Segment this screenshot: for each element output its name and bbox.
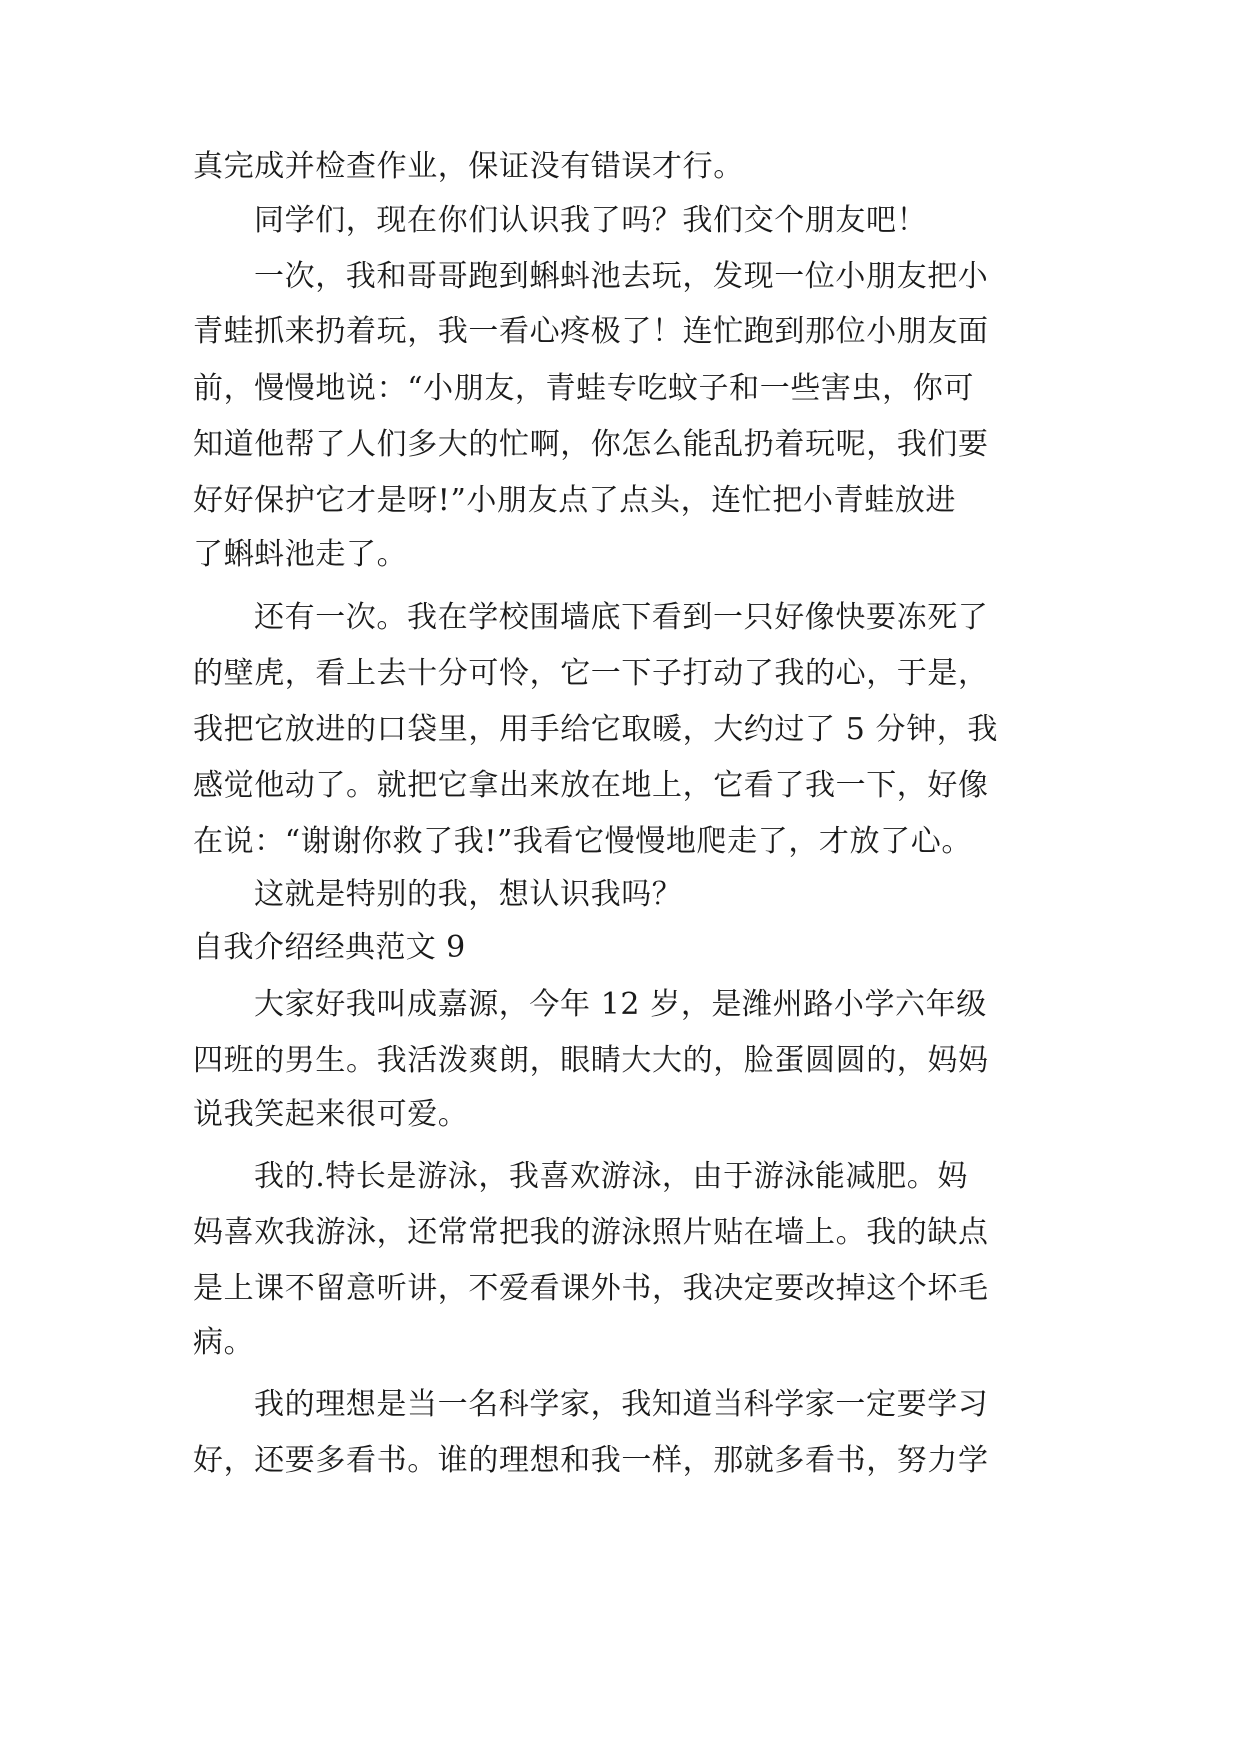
text-line: 四班的男生。我活泼爽朗，眼睛大大的，脸蛋圆圆的，妈妈	[193, 1043, 989, 1078]
text-line: 是上课不留意听讲，不爱看课外书，我决定要改掉这个坏毛	[193, 1271, 989, 1306]
text-line: 还有一次。我在学校围墙底下看到一只好像快要冻死了	[254, 600, 989, 635]
text-line: 妈喜欢我游泳，还常常把我的游泳照片贴在墙上。我的缺点	[193, 1215, 989, 1250]
text-line: 的壁虎，看上去十分可怜，它一下子打动了我的心，于是，	[193, 656, 989, 691]
text-line: 我把它放进的口袋里，用手给它取暖，大约过了 5 分钟，我	[193, 712, 998, 747]
section-heading: 自我介绍经典范文 9	[193, 930, 466, 965]
text-line: 一次，我和哥哥跑到蝌蚪池去玩，发现一位小朋友把小	[254, 259, 989, 294]
text-line: 感觉他动了。就把它拿出来放在地上，它看了我一下，好像	[193, 768, 989, 803]
text-line: 同学们，现在你们认识我了吗？我们交个朋友吧！	[254, 203, 928, 238]
text-line: 在说：“谢谢你救了我!”我看它慢慢地爬走了，才放了心。	[193, 824, 972, 859]
text-line: 大家好我叫成嘉源，今年 12 岁，是潍州路小学六年级	[254, 987, 987, 1022]
text-line: 我的.特长是游泳，我喜欢游泳，由于游泳能减肥。妈	[254, 1159, 968, 1194]
text-line: 说我笑起来很可爱。	[193, 1097, 469, 1132]
text-line: 真完成并检查作业，保证没有错误才行。	[193, 149, 744, 184]
text-line: 病。	[193, 1325, 255, 1360]
text-line: 知道他帮了人们多大的忙啊，你怎么能乱扔着玩呢，我们要	[193, 427, 989, 462]
text-line: 青蛙抓来扔着玩，我一看心疼极了！连忙跑到那位小朋友面	[193, 314, 989, 349]
text-line: 了蝌蚪池走了。	[193, 537, 408, 572]
text-line: 好，还要多看书。谁的理想和我一样，那就多看书，努力学	[193, 1443, 989, 1478]
text-line: 好好保护它才是呀!”小朋友点了点头，连忙把小青蛙放进	[193, 483, 956, 518]
text-line: 我的理想是当一名科学家，我知道当科学家一定要学习	[254, 1387, 989, 1422]
text-line: 这就是特别的我，想认识我吗？	[254, 877, 683, 912]
text-line: 前，慢慢地说：“小朋友，青蛙专吃蚊子和一些害虫，你可	[193, 371, 974, 406]
